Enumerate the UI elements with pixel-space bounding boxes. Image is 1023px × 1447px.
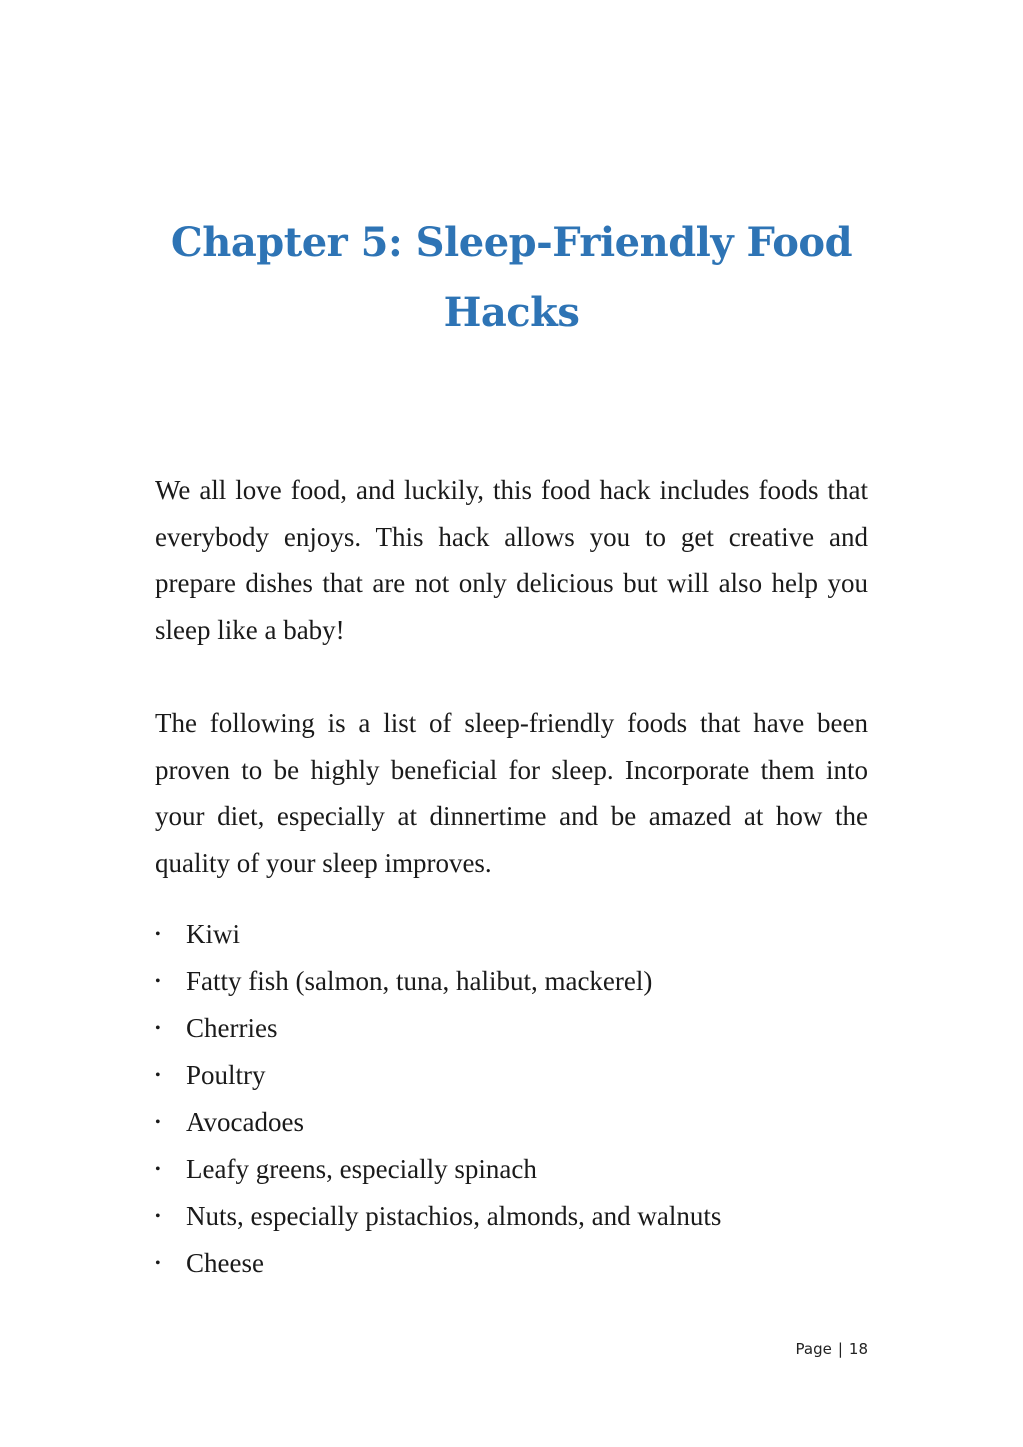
list-item-text: Kiwi xyxy=(186,919,240,949)
list-item xyxy=(155,1146,868,1193)
bullet-icon: • xyxy=(155,1161,161,1178)
list-item-text: Leafy greens, especially spinach xyxy=(186,1154,537,1184)
list-item xyxy=(155,1193,868,1240)
page-label: Page xyxy=(795,1340,832,1358)
bullet-icon: • xyxy=(155,926,161,943)
sleep-friendly-food-list xyxy=(155,911,868,1287)
list-item-text: Poultry xyxy=(186,1060,266,1090)
list-item-text: Fatty fish (salmon, tuna, halibut, mackerel) xyxy=(186,966,653,996)
list-item xyxy=(155,1099,868,1146)
list-item xyxy=(155,1052,868,1099)
list-item-text: Nuts, especially pistachios, almonds, and walnuts xyxy=(186,1201,722,1231)
list-item xyxy=(155,1005,868,1052)
bullet-icon: • xyxy=(155,1114,161,1131)
chapter-title: Chapter 5: Sleep-Friendly Food Hacks xyxy=(170,219,853,336)
page-separator: | xyxy=(837,1340,843,1358)
list-item xyxy=(155,911,868,958)
list-item-text: Cherries xyxy=(186,1013,278,1043)
page-number-footer xyxy=(796,1340,868,1358)
bullet-icon: • xyxy=(155,1020,161,1037)
bullet-icon: • xyxy=(155,1067,161,1084)
bullet-icon: • xyxy=(155,1208,161,1225)
food-list-intro-paragraph: The following is a list of sleep-friendly foods that have been proven to be highly beneficial for sleep. Incorporate them into your diet, especially at dinnertime and be amazed at how the quality of your sleep improves. xyxy=(155,708,868,878)
list-item xyxy=(155,958,868,1005)
bullet-icon: • xyxy=(155,1255,161,1272)
list-item-text: Cheese xyxy=(186,1248,264,1278)
list-item xyxy=(155,1240,868,1287)
intro-paragraph: We all love food, and luckily, this food hack includes foods that everybody enjoys. This hack allows you to get creative and prepare dishes that are not only delicious but will also help you sleep like a baby! xyxy=(155,475,868,645)
bullet-icon: • xyxy=(155,973,161,990)
page-number: 18 xyxy=(848,1340,868,1358)
list-item-text: Avocadoes xyxy=(186,1107,304,1137)
